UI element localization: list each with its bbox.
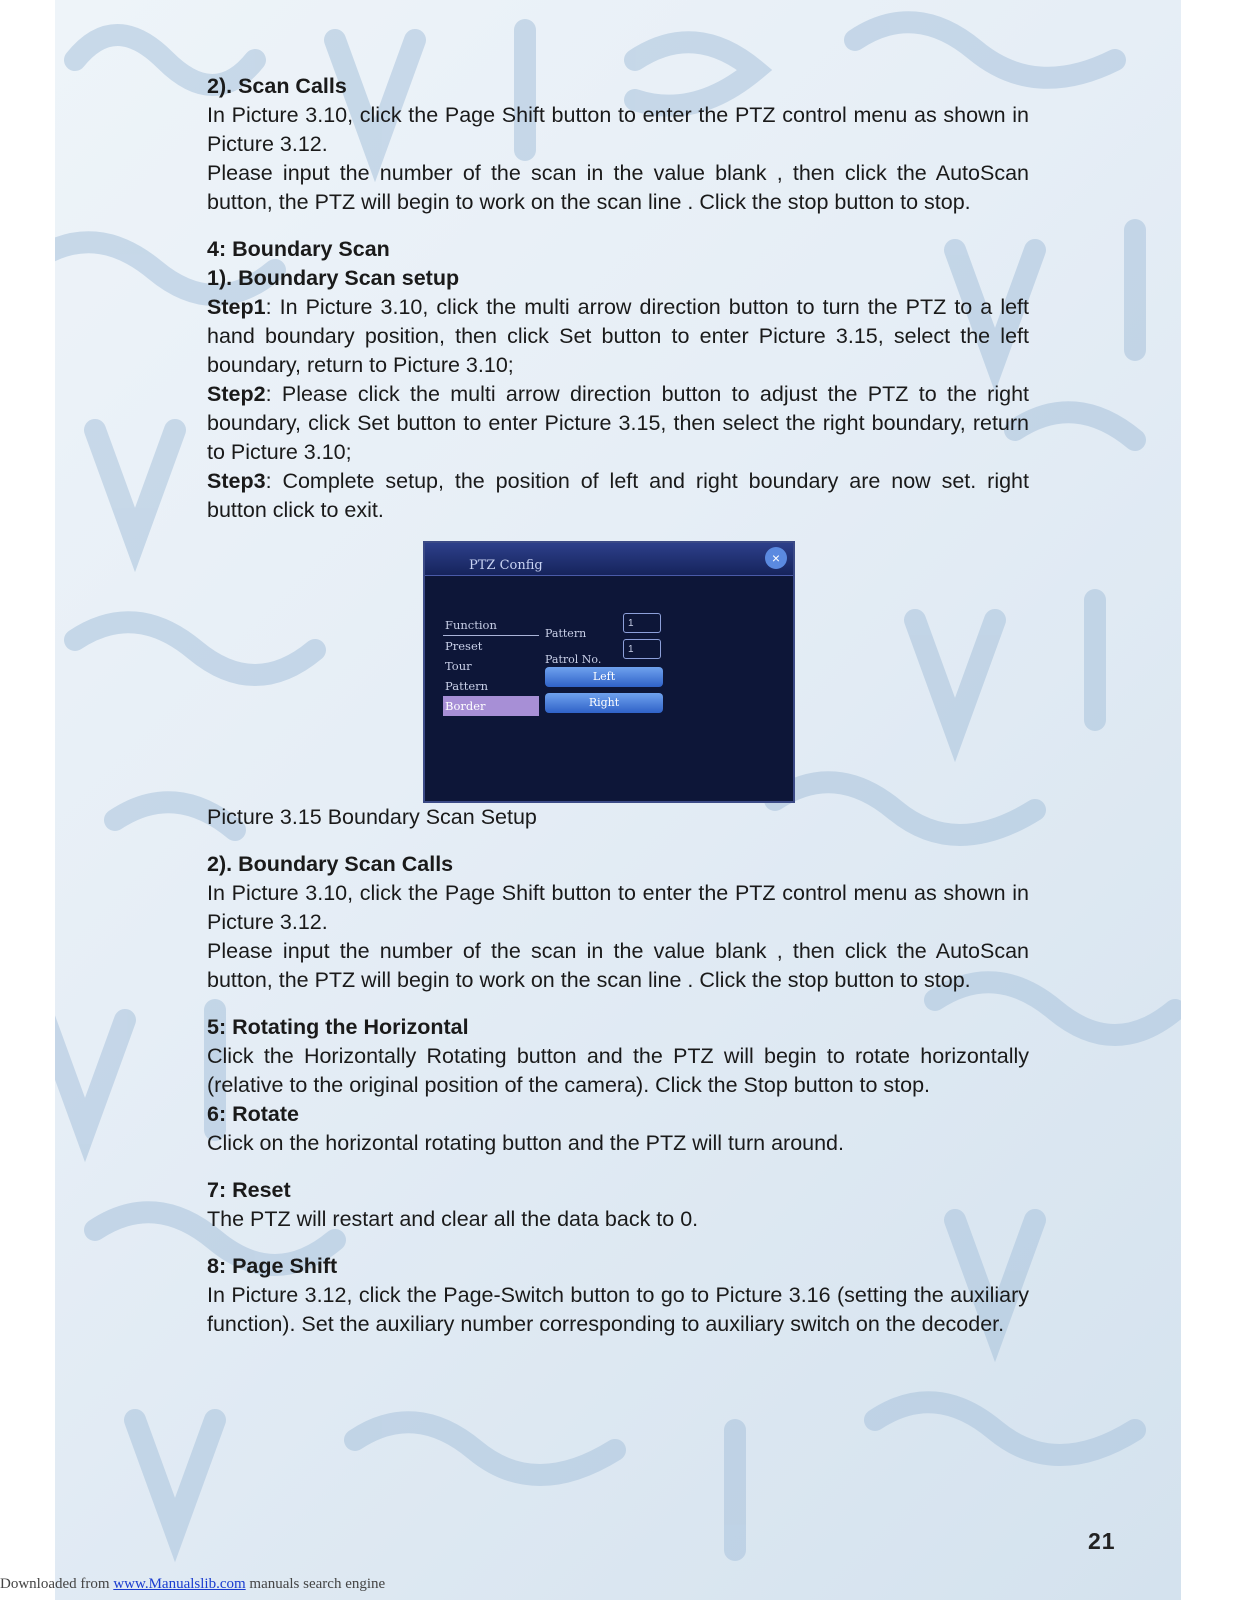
step1-label: Step1 [207, 295, 266, 319]
menu-item-function: Function [443, 615, 539, 636]
menu-item-pattern: Pattern [445, 679, 489, 693]
patrol-no-input: 1 [623, 639, 661, 659]
reset-text: The PTZ will restart and clear all the data back to 0. [207, 1207, 699, 1231]
boundary-scan-setup-heading: 1). Boundary Scan setup [207, 266, 460, 290]
boundary-calls-paragraph-2: Please input the number of the scan in the value blank , then click the AutoScan button, the PTZ will begin to work on the scan line . Click the stop button to stop. [207, 939, 1029, 992]
step1-paragraph [207, 293, 1029, 380]
ptz-config-screenshot [423, 541, 795, 803]
download-footer [0, 1576, 385, 1593]
figure-caption: Picture 3.15 Boundary Scan Setup [207, 805, 537, 829]
rotate-heading: 6: Rotate [207, 1102, 299, 1126]
page-shift-text: In Picture 3.12, click the Page-Switch button to go to Picture 3.16 (setting the auxiliary function). Set the auxiliary number corresponding to auxiliary switch on the decoder. [207, 1283, 1029, 1336]
step2-label: Step2 [207, 382, 266, 406]
scan-calls-heading: 2). Scan Calls [207, 74, 347, 98]
page-shift-heading: 8: Page Shift [207, 1254, 338, 1278]
rotate-text: Click on the horizontal rotating button and the PTZ will turn around. [207, 1131, 844, 1155]
boundary-scan-calls-heading: 2). Boundary Scan Calls [207, 852, 454, 876]
pattern-label: Pattern [545, 627, 587, 640]
ptz-config-title: PTZ Config [469, 558, 543, 573]
scan-calls-paragraph-1: In Picture 3.10, click the Page Shift button to enter the PTZ control menu as shown in Picture 3.12. [207, 103, 1029, 156]
pattern-input: 1 [623, 613, 661, 633]
step2-paragraph [207, 380, 1029, 467]
step1-text: : In Picture 3.10, click the multi arrow direction button to turn the PTZ to a left hand boundary position, then click Set button to enter Picture 3.15, select the left boundary, return to Picture 3.10; [207, 295, 1029, 377]
boundary-calls-paragraph-1: In Picture 3.10, click the Page Shift button to enter the PTZ control menu as shown in Picture 3.12. [207, 881, 1029, 934]
rotating-horizontal-heading: 5: Rotating the Horizontal [207, 1015, 469, 1039]
close-icon: × [765, 547, 787, 569]
footer-suffix: manuals search engine [245, 1576, 386, 1592]
document-page [55, 0, 1181, 1600]
step2-text: : Please click the multi arrow direction button to adjust the PTZ to the right boundary, click Set button to enter Picture 3.15, then select the right boundary, return to Picture 3.10; [207, 382, 1029, 464]
step3-text: : Complete setup, the position of left and right boundary are now set. right button click to exit. [207, 469, 1029, 522]
menu-item-tour: Tour [445, 659, 472, 673]
menu-item-preset: Preset [445, 639, 483, 653]
rotating-horizontal-text: Click the Horizontally Rotating button and the PTZ will begin to rotate horizontally (relative to the original position of the camera). Click the Stop button to stop. [207, 1044, 1029, 1097]
step3-paragraph [207, 467, 1029, 525]
right-button: Right [545, 693, 663, 713]
reset-heading: 7: Reset [207, 1178, 291, 1202]
menu-item-border: Border [443, 696, 539, 716]
step3-label: Step3 [207, 469, 266, 493]
manualslib-link[interactable]: www.Manualslib.com [113, 1576, 246, 1592]
footer-prefix: Downloaded from [0, 1576, 114, 1592]
patrol-no-label: Patrol No. [545, 653, 602, 666]
scan-calls-paragraph-2: Please input the number of the scan in the value blank , then click the AutoScan button, the PTZ will begin to work on the scan line . Click the stop button to stop. [207, 161, 1029, 214]
boundary-scan-heading: 4: Boundary Scan [207, 237, 390, 261]
ptz-config-title-bar [425, 543, 793, 576]
ptz-function-menu [443, 615, 539, 716]
page-content [207, 72, 1029, 1339]
page-number: 21 [1088, 1528, 1116, 1554]
left-button: Left [545, 667, 663, 687]
